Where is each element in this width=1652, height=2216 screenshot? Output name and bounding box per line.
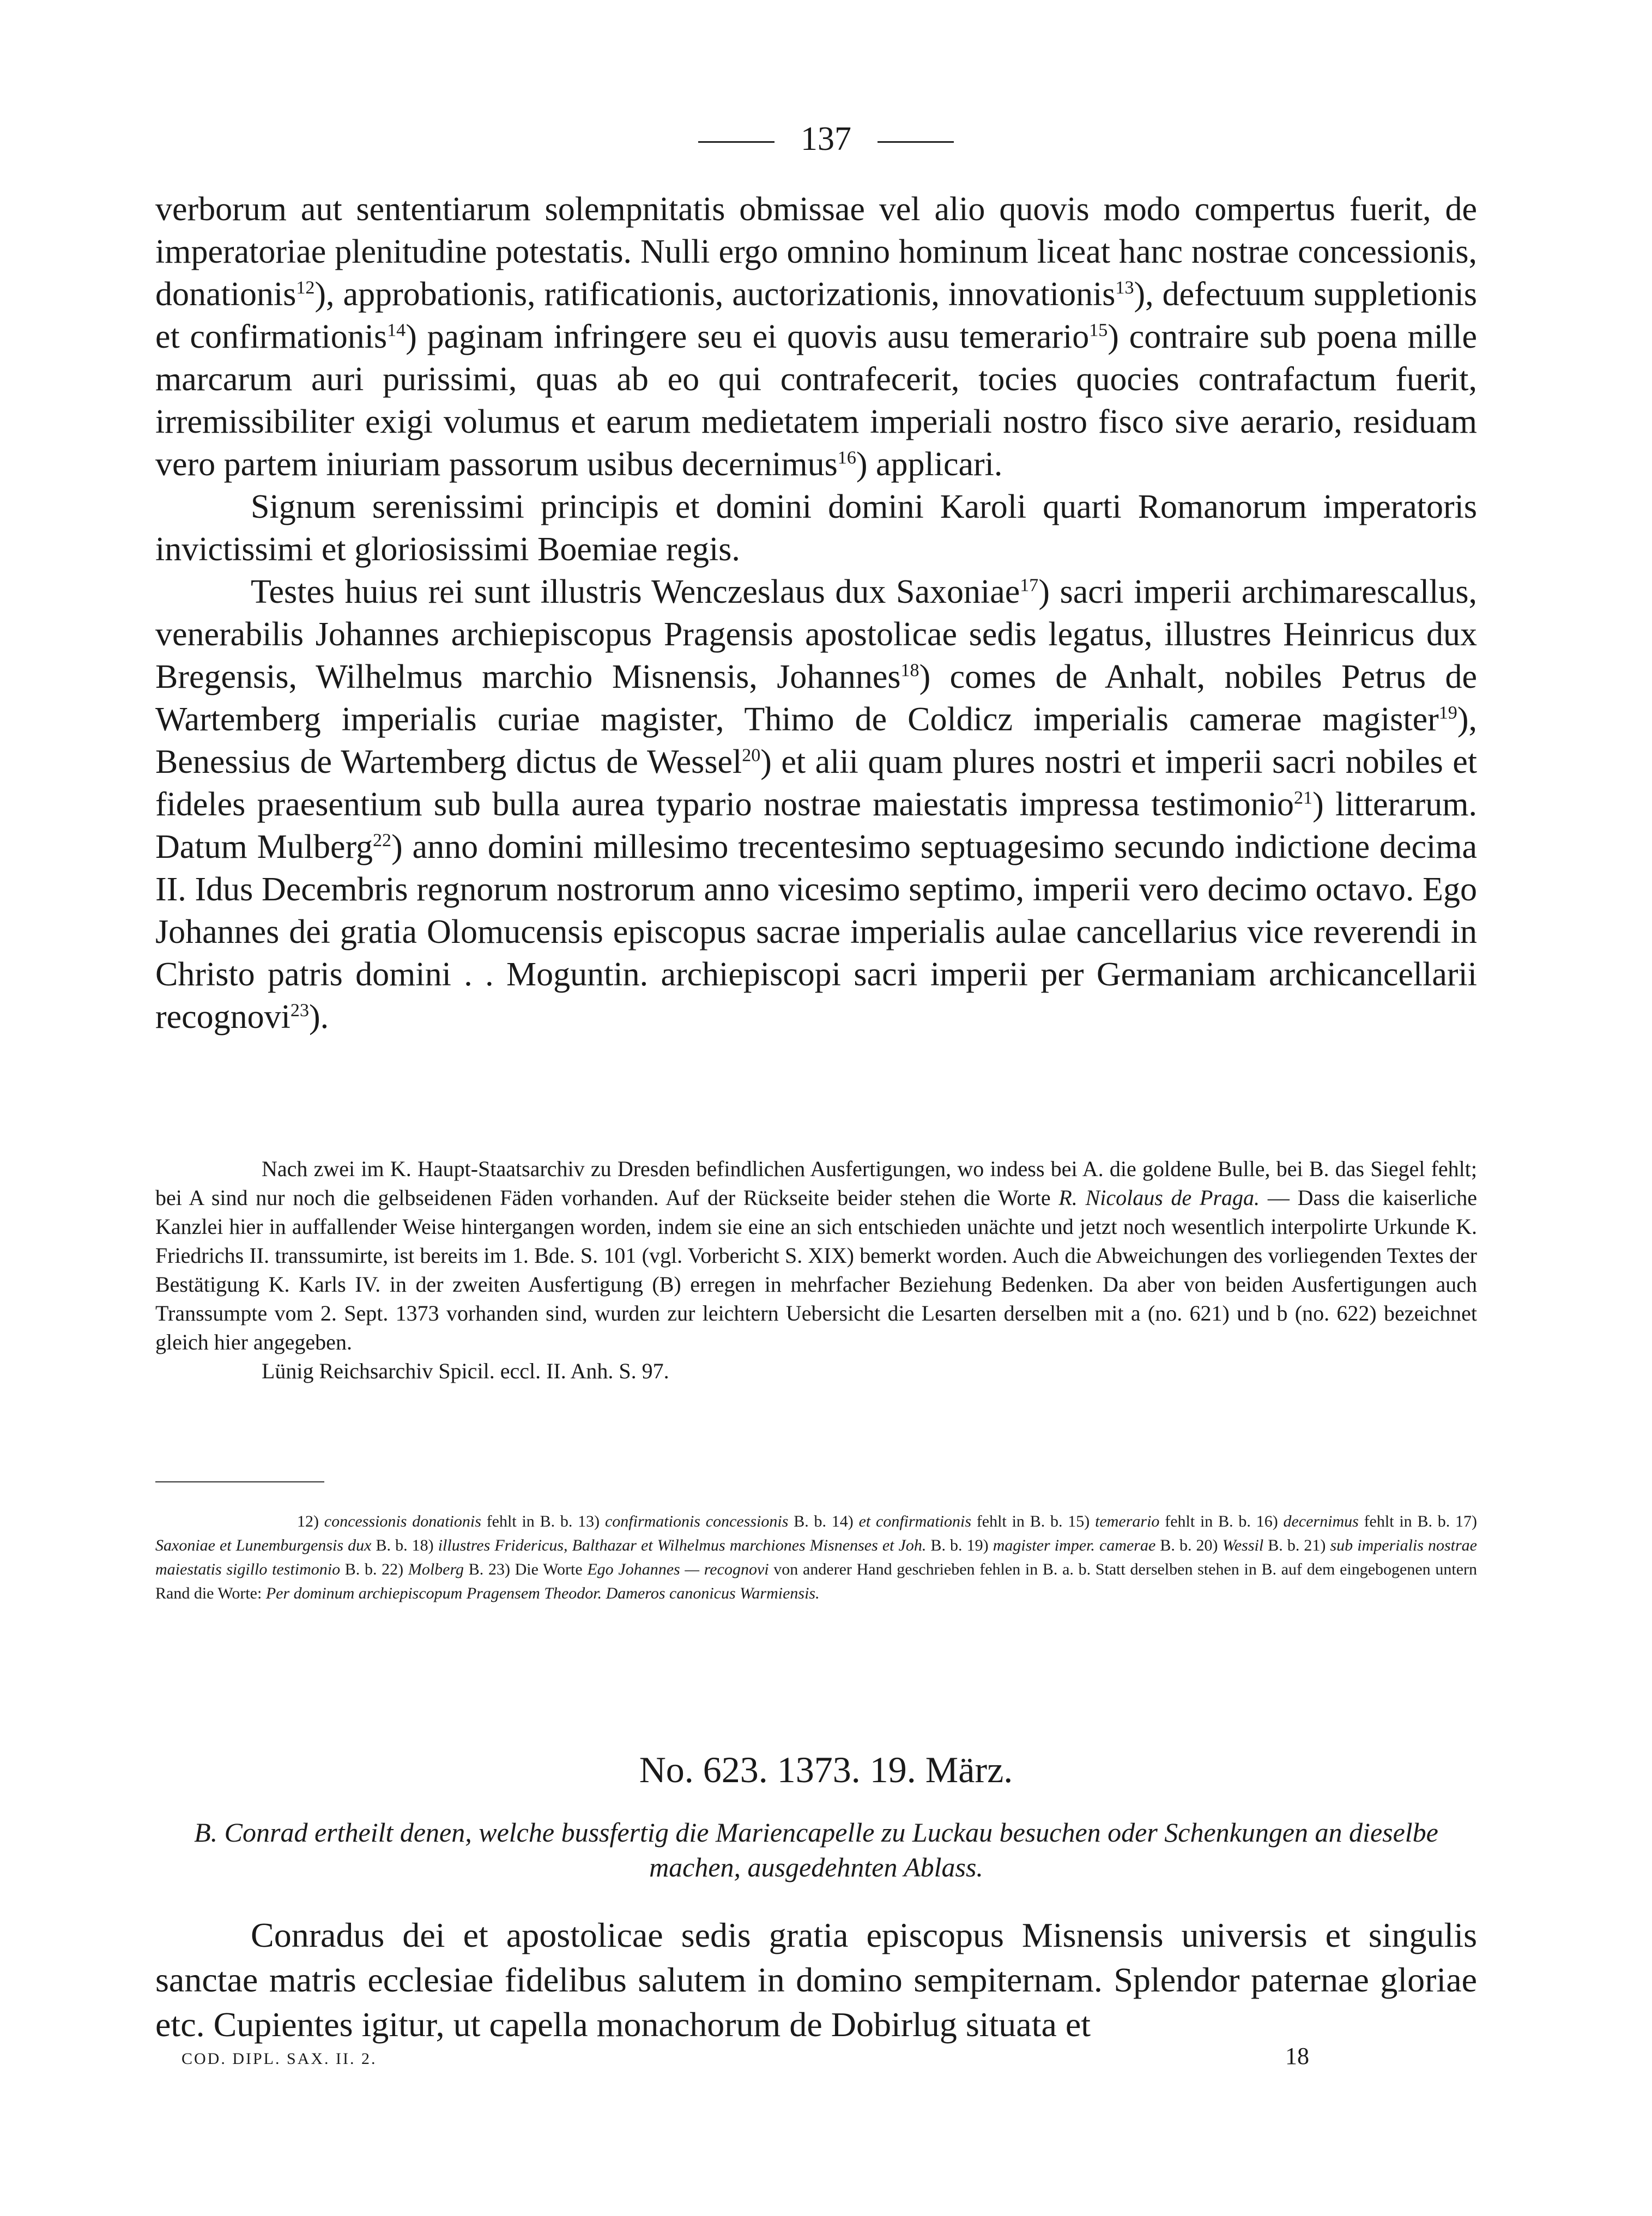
italic-text: sub imperialis nostrae maiestatis sigillo testimonio [155,1536,1478,1578]
text-run: 12) [297,1512,324,1530]
text-run: B. b. 18) [371,1536,438,1554]
text-run: B. b. 14) [788,1512,859,1530]
text-run: von anderer Hand geschrieben fehlen in B. a. b. Statt derselben stehen in B. auf dem eingebogenen untern Rand die Worte: [155,1560,1477,1602]
text-run: B. 23) Die Worte [464,1560,588,1578]
italic-text: illustres Fridericus, Balthazar et Wilhelmus marchiones Misnenses et Joh. [438,1536,927,1554]
italic-text: R. Nicolaus de Praga. [1058,1185,1260,1210]
footnotes-paragraph [155,1510,1477,1606]
page-number [0,117,1652,161]
editorial-notes [155,1154,1477,1385]
footnote-marker: 13 [1115,277,1134,298]
page-number-dash-left [698,141,774,143]
document-text-paragraph: Conradus dei et apostolicae sedis gratia episcopus Misnensis universis et singulis sanctae matris ecclesiae fidelibus salutem in domino sempiternam. Splendor paternae gloriae etc. Cupientes igitur, ut capella monachorum de Dobirlug situata et [155,1916,1477,2044]
signature-mark: COD. DIPL. SAX. II. 2. [181,2050,377,2068]
notes-paragraph [155,1357,1477,1385]
document-text [155,1913,1477,2047]
footnotes [155,1510,1477,1606]
text-run: B. b. 21) [1263,1536,1330,1554]
text-run: ) contraire sub poena mille marcarum auri purissimi, quas ab eo qui contrafecerit, tocies quocies contrafactum fuerit, irremissibiliter exigi volumus et earum medietatem imperiali nostro fisco sive aerario, residuam vero partem iniuriam passorum usibus decernimus [155,318,1477,483]
text-run: ) et alii quam plures nostri et imperii sacri nobiles et fideles praesentium sub bulla aurea typario nostrae maiestatis impressa testimonio [155,743,1477,823]
italic-text: Per dominum archiepiscopum Pragensem Theodor. Dameros canonicus Warmiensis. [265,1584,820,1602]
text-run: B. b. 19) [926,1536,993,1554]
footnote-marker: 15 [1089,320,1108,341]
text-run: Lünig Reichsarchiv Spicil. eccl. II. Anh. S. 97. [262,1359,669,1383]
italic-text: Wessil [1222,1536,1264,1554]
italic-text: Ego Johannes — recognovi [587,1560,769,1578]
text-run: ), approbationis, ratificationis, auctorizationis, innovationis [314,276,1116,313]
text-run: Nach zwei im K. Haupt-Staatsarchiv zu Dresden befindlichen Ausfertigungen, wo indess bei A. die goldene Bulle, bei B. das Siegel fehlt; bei A sind nur noch die gelbseidenen Fäden vorhanden. Auf der Rückseite beider stehen die Worte [155,1157,1477,1210]
italic-text: concessionis donationis [324,1512,481,1530]
text-run: fehlt in B. b. 16) [1159,1512,1284,1530]
footnote-marker: 19 [1438,703,1457,723]
text-run: B. b. 22) [340,1560,408,1578]
footnote-marker: 22 [372,830,392,851]
footnote-marker: 17 [1020,575,1039,596]
text-run: ) sacri imperii archimarescallus, venerabilis Johannes archiepiscopus Pragensis apostolicae sedis legatus, illustres Heinricus dux Bregensis, Wilhelmus marchio Misnensis, Johannes [155,573,1477,695]
charter-paragraph [155,486,1477,571]
italic-text: temerario [1095,1512,1160,1530]
footnote-marker: 12 [296,277,315,298]
text-run: fehlt in B. b. 15) [971,1512,1096,1530]
charter-text [155,188,1477,1038]
text-run: ) comes de Anhalt, nobiles Petrus de Wartemberg imperialis curiae magister, Thimo de Coldicz imperialis camerae magister [155,658,1477,738]
notes-paragraph [155,1154,1477,1357]
text-run: ) litterarum. Datum Mulberg [155,786,1477,865]
text-run: fehlt in B. b. 13) [481,1512,605,1530]
text-run: — Dass die kaiserliche Kanzlei hier in auffallender Weise hintergangen worden, indem sie eine an sich entschieden unächte und jetzt noch wesentlich interpolirte Urkunde K. Friedrichs II. transsumirte, ist bereits im 1. Bde. S. 101 (vgl. Vorbericht S. XIX) bemerkt worden. Auch die Abweichungen des vorliegenden Textes der Bestätigung K. Karls IV. in der zweiten Ausfertigung (B) erregen in mehrfacher Beziehung Bedenken. Da aber von beiden Ausfertigungen auch Transsumpte vom 2. Sept. 1373 vorhanden sind, wurden zur leichtern Uebersicht die Lesarten derselben mit a (no. 621) und b (no. 622) bezeichnet gleich hier angegeben. [155,1185,1477,1354]
text-run: ) paginam infringere seu ei quovis ausu temerario [406,318,1090,355]
footnote-marker: 21 [1294,788,1313,808]
footnote-marker: 20 [742,745,761,766]
document-heading: No. 623. 1373. 19. März. [639,1749,1013,1790]
text-run: ), defectuum suppletionis et confirmationis [155,276,1477,355]
text-run: verborum aut sententiarum solempnitatis obmissae vel alio quovis modo compertus fuerit, de imperatoriae plenitudine potestatis. Nulli ergo omnino hominum liceat hanc nostrae concessionis, donationis [155,191,1477,313]
text-run: ), Benessius de Wartemberg dictus de Wessel [155,701,1477,780]
text-run: Testes huius rei sunt illustris Wenczeslaus dux Saxoniae [251,573,1020,610]
footnote-marker: 14 [387,320,406,341]
italic-text: et confirmationis [858,1512,972,1530]
footnote-separator [155,1481,324,1482]
page-number-dash-right [878,141,954,143]
footnote-marker: 23 [290,1000,309,1021]
sheet-number: 18 [1285,2043,1309,2069]
italic-text: Saxoniae et Lunemburgensis dux [155,1536,372,1554]
page-number-value: 137 [801,120,851,158]
document-summary: B. Conrad ertheilt denen, welche bussfertig die Mariencapelle zu Luckau besuchen oder Schenkungen an dieselbe machen, ausgedehnten Ablass. [194,1817,1438,1882]
text-run: fehlt in B. b. 17) [1358,1512,1478,1530]
text-run: ). [309,998,329,1036]
italic-text: magister imper. camerae [993,1536,1156,1554]
charter-paragraph [155,188,1477,486]
footnote-marker: 18 [900,660,919,681]
text-run: Signum serenissimi principis et domini domini Karoli quarti Romanorum imperatoris invictissimi et gloriosissimi Boemiae regis. [155,488,1477,568]
footnote-marker: 16 [837,447,856,468]
charter-paragraph [155,571,1477,1038]
italic-text: Molberg [408,1560,464,1578]
italic-text: confirmationis concessionis [604,1512,789,1530]
italic-text: decernimus [1283,1512,1359,1530]
text-run: B. b. 20) [1155,1536,1223,1554]
text-run: ) anno domini millesimo trecentesimo septuagesimo secundo indictione decima II. Idus Decembris regnorum nostrorum anno vicesimo septimo, imperii vero decimo octavo. Ego Johannes dei gratia Olomucensis episcopus sacrae imperialis aulae cancellarius vice reverendi in Christo patris domini . . Moguntin. archiepiscopi sacri imperii per Germaniam archicancellarii recognovi [155,828,1477,1036]
text-run: ) applicari. [856,446,1003,483]
